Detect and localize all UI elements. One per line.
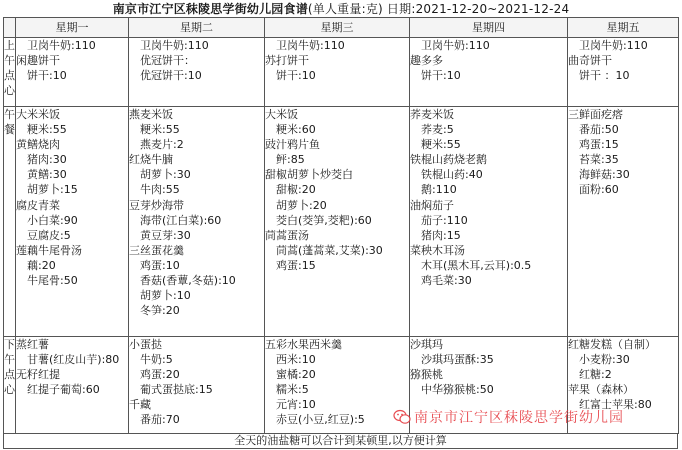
dish-name: 无籽红提 bbox=[16, 368, 60, 382]
lunch-row bbox=[4, 107, 679, 337]
dish-name: 红糖发糕（自制） bbox=[568, 338, 656, 351]
dish-name: 燕麦米饭 bbox=[129, 108, 173, 121]
ingredient-line: 卫岗牛奶:110 bbox=[140, 39, 209, 52]
ingredient-line: 黄鳝:30 bbox=[27, 168, 67, 182]
ingredient-line: 铁棍山药:40 bbox=[421, 168, 483, 182]
dish-name: 铁棍山药烧老鹅 bbox=[410, 153, 487, 167]
dish-name: 黄鳝烧肉 bbox=[16, 138, 60, 152]
dish-name: 小蛋挞 bbox=[129, 338, 162, 351]
ingredient-line: 香菇(香蕈,冬菇):10 bbox=[140, 274, 236, 288]
day-header: 星期一 bbox=[16, 18, 129, 38]
ingredient-line: 卫岗牛奶:110 bbox=[276, 39, 345, 52]
section-label-afternoon: 下午点心 bbox=[4, 337, 16, 434]
dish-name: 闲趣饼干 bbox=[16, 54, 60, 68]
dish-name: 三丝蛋花羹 bbox=[129, 243, 184, 257]
ingredient-line: 赤豆(小豆,红豆):5 bbox=[276, 413, 365, 427]
ingredient-line: 胡萝卜:10 bbox=[140, 289, 191, 303]
menu-cell bbox=[568, 38, 679, 107]
dish-name: 大米米饭 bbox=[16, 108, 60, 121]
ingredient-line: 番茄:70 bbox=[140, 413, 180, 427]
morning-row bbox=[4, 38, 679, 107]
day-header: 星期二 bbox=[129, 18, 265, 38]
ingredient-line: 冬笋:20 bbox=[140, 304, 180, 318]
ingredient-line: 面粉:60 bbox=[579, 183, 619, 197]
ingredient-line: 西米:10 bbox=[276, 353, 316, 367]
dish-name: 大米饭 bbox=[265, 108, 298, 121]
ingredient-line: 豆腐皮:5 bbox=[27, 228, 71, 242]
ingredient-line: 红富士苹果:80 bbox=[579, 398, 652, 412]
ingredient-line: 木耳(黑木耳,云耳):0.5 bbox=[421, 258, 532, 272]
ingredient-line: 粳米:55 bbox=[421, 138, 461, 152]
ingredient-line: 猪肉:30 bbox=[27, 153, 67, 167]
ingredient-line: 荞麦:5 bbox=[421, 123, 454, 137]
menu-cell bbox=[16, 107, 129, 337]
ingredient-line: 黄豆芽:30 bbox=[140, 228, 191, 242]
menu-cell bbox=[265, 107, 410, 337]
ingredient-line: 饼干:10 bbox=[27, 69, 67, 83]
ingredient-line: 卫岗牛奶:110 bbox=[27, 39, 96, 52]
title-dates: 日期:2021-12-20~2021-12-24 bbox=[386, 2, 570, 16]
dish-name: 三鲜面疙瘩 bbox=[568, 108, 623, 121]
dish-name: 趣多多 bbox=[410, 54, 443, 68]
menu-cell bbox=[16, 337, 129, 434]
dish-name: 苏打饼干 bbox=[265, 54, 309, 68]
dish-name: 苹果（森林） bbox=[568, 383, 634, 397]
dish-name: 腐皮青菜 bbox=[16, 198, 60, 212]
ingredient-line: 鸡毛菜:30 bbox=[421, 274, 472, 288]
dish-name: 曲奇饼干 bbox=[568, 54, 612, 68]
ingredient-line: 茭白(茭笋,茭粑):60 bbox=[276, 213, 372, 227]
watermark-text: 南京市江宁区秣陵思学街幼儿园 bbox=[414, 410, 624, 426]
ingredient-line: 优冠饼干： bbox=[140, 54, 195, 68]
menu-cell bbox=[568, 107, 679, 337]
ingredient-line: 鹅:110 bbox=[421, 183, 457, 197]
ingredient-line: 茼蒿(蓬蒿菜,艾菜):30 bbox=[276, 243, 383, 257]
ingredient-line: 卫岗牛奶:110 bbox=[421, 39, 490, 52]
ingredient-line: 牛奶:5 bbox=[140, 353, 173, 367]
ingredient-line: 饼干:10 bbox=[276, 69, 316, 83]
ingredient-line: 饼干:10 bbox=[421, 69, 461, 83]
ingredient-line: 葡式蛋挞底:15 bbox=[140, 383, 213, 397]
ingredient-line: 饼干 ：10 bbox=[579, 69, 630, 83]
ingredient-line: 藕:20 bbox=[27, 258, 56, 272]
dish-name: 甜椒胡萝卜炒茭白 bbox=[265, 168, 353, 182]
corner-cell bbox=[4, 18, 16, 38]
ingredient-line: 鲆:85 bbox=[276, 153, 305, 167]
menu-cell bbox=[129, 107, 265, 337]
dish-name: 荞麦米饭 bbox=[410, 108, 454, 121]
ingredient-line: 胡萝卜:15 bbox=[27, 183, 78, 197]
section-label-lunch: 午餐 bbox=[4, 107, 16, 337]
menu-cell bbox=[568, 337, 679, 434]
menu-cell bbox=[16, 38, 129, 107]
dish-name: 沙琪玛 bbox=[410, 338, 443, 351]
ingredient-line: 胡萝卜:30 bbox=[140, 168, 191, 182]
ingredient-line: 粳米:60 bbox=[276, 123, 316, 137]
dish-name: 油焖茄子 bbox=[410, 198, 454, 212]
ingredient-line: 鸡蛋:20 bbox=[140, 368, 180, 382]
menu-table bbox=[3, 17, 679, 434]
dish-name: 菜秧木耳汤 bbox=[410, 243, 465, 257]
menu-cell bbox=[129, 337, 265, 434]
page-title bbox=[0, 1, 682, 17]
day-header-row bbox=[4, 18, 679, 38]
menu-cell bbox=[410, 337, 568, 434]
ingredient-line: 猪肉:15 bbox=[421, 228, 461, 242]
menu-cell bbox=[265, 337, 410, 434]
ingredient-line: 胡萝卜:20 bbox=[276, 198, 327, 212]
ingredient-line: 元宵:10 bbox=[276, 398, 316, 412]
ingredient-line: 卫岗牛奶:110 bbox=[579, 39, 648, 52]
menu-cell bbox=[410, 107, 568, 337]
ingredient-line: 优冠饼干:10 bbox=[140, 69, 202, 83]
dish-name: 猕猴桃 bbox=[410, 368, 443, 382]
ingredient-line: 番茄:50 bbox=[579, 123, 619, 137]
dish-name: 千藏 bbox=[129, 398, 151, 412]
title-main: 南京市江宁区秣陵思学街幼儿园食谱 bbox=[112, 2, 308, 16]
menu-cell bbox=[265, 38, 410, 107]
dish-name: 豉汁鸦片鱼 bbox=[265, 138, 320, 152]
footer-note: 全天的油盐糖可以合计到某顿里,以方便计算 bbox=[3, 433, 678, 449]
ingredient-line: 燕麦片:2 bbox=[140, 138, 184, 152]
dish-name: 五彩水果西米羹 bbox=[265, 338, 342, 351]
ingredient-line: 小白菜:90 bbox=[27, 213, 78, 227]
ingredient-line: 粳米:55 bbox=[140, 123, 180, 137]
ingredient-line: 蜜橘:20 bbox=[276, 368, 316, 382]
day-header: 星期三 bbox=[265, 18, 410, 38]
ingredient-line: 牛尾骨:50 bbox=[27, 274, 78, 288]
day-header: 星期五 bbox=[568, 18, 679, 38]
ingredient-line: 红提子葡萄:60 bbox=[27, 383, 100, 397]
ingredient-line: 糯米:5 bbox=[276, 383, 309, 397]
dish-name: 莲藕牛尾骨汤 bbox=[16, 243, 82, 257]
ingredient-line: 苔菜:35 bbox=[579, 153, 619, 167]
section-label-morning: 上午点心 bbox=[4, 38, 16, 107]
ingredient-line: 中华猕猴桃:50 bbox=[421, 383, 494, 397]
ingredient-line: 海鲜菇:30 bbox=[579, 168, 630, 182]
ingredient-line: 甘薯(红皮山芋):80 bbox=[27, 353, 120, 367]
ingredient-line: 甜椒:20 bbox=[276, 183, 316, 197]
ingredient-line: 鸡蛋:15 bbox=[579, 138, 619, 152]
ingredient-line: 红糖:2 bbox=[579, 368, 612, 382]
ingredient-line: 沙琪玛蛋酥:35 bbox=[421, 353, 494, 367]
menu-cell bbox=[410, 38, 568, 107]
dish-name: 豆芽炒海带 bbox=[129, 198, 184, 212]
ingredient-line: 海带(江白菜):60 bbox=[140, 213, 222, 227]
dish-name: 红烧牛腩 bbox=[129, 153, 173, 167]
ingredient-line: 小麦粉:30 bbox=[579, 353, 630, 367]
ingredient-line: 鸡蛋:15 bbox=[276, 258, 316, 272]
ingredient-line: 粳米:55 bbox=[27, 123, 67, 137]
title-unit: (单人重量:克) bbox=[307, 2, 383, 16]
day-header: 星期四 bbox=[410, 18, 568, 38]
ingredient-line: 茄子:110 bbox=[421, 213, 468, 227]
ingredient-line: 鸡蛋:10 bbox=[140, 258, 180, 272]
menu-cell bbox=[129, 38, 265, 107]
afternoon-row bbox=[4, 337, 679, 434]
dish-name: 茼蒿蛋汤 bbox=[265, 228, 309, 242]
dish-name: 蒸红薯 bbox=[16, 338, 49, 351]
ingredient-line: 牛肉:55 bbox=[140, 183, 180, 197]
